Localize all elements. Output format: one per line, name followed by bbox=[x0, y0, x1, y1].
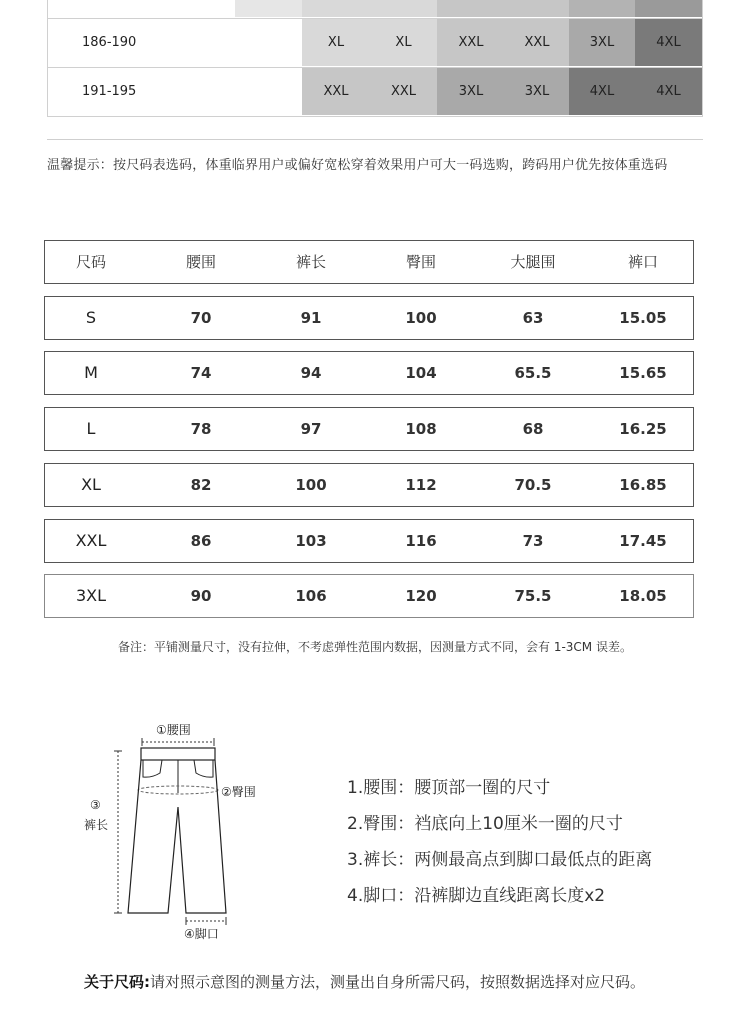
length-cell: 103 bbox=[295, 532, 327, 550]
hip-cell: 100 bbox=[405, 309, 437, 327]
hem-cell: 18.05 bbox=[619, 587, 667, 605]
column-header: 裤口 bbox=[627, 253, 658, 271]
hem-cell: 15.65 bbox=[619, 364, 667, 382]
column-header: 大腿围 bbox=[510, 253, 556, 271]
footer-title: 关于尺码: bbox=[84, 973, 150, 991]
table-row bbox=[47, 0, 703, 19]
hem-label: ④脚口 bbox=[184, 927, 219, 941]
hip-cell: 120 bbox=[405, 587, 437, 605]
waist-cell: 74 bbox=[190, 364, 212, 382]
length-cell: 97 bbox=[300, 420, 322, 438]
size-cell: L bbox=[86, 419, 96, 438]
table-row bbox=[44, 463, 694, 507]
column-header: 裤长 bbox=[295, 253, 326, 271]
size-cell: XXL bbox=[437, 19, 505, 66]
legend-item: 4.脚口：沿裤脚边直线距离长度x2 bbox=[347, 886, 606, 906]
length-cell: 100 bbox=[295, 476, 327, 494]
pants-outline-icon bbox=[80, 715, 280, 945]
table-row bbox=[44, 519, 694, 563]
waist-cell: 70 bbox=[190, 309, 212, 327]
size-cell bbox=[569, 0, 635, 17]
table-border bbox=[47, 68, 48, 116]
size-cell bbox=[235, 0, 302, 17]
table-row bbox=[44, 351, 694, 395]
table-border bbox=[47, 19, 48, 67]
size-cell bbox=[505, 0, 573, 17]
length-cell: 91 bbox=[300, 309, 322, 327]
size-cell: 4XL bbox=[635, 68, 702, 115]
size-cell: XL bbox=[302, 19, 370, 66]
size-cell: XXL bbox=[75, 531, 107, 550]
hem-cell: 17.45 bbox=[619, 532, 667, 550]
size-footer-note bbox=[84, 968, 684, 997]
table-border bbox=[702, 19, 703, 67]
waist-cell: 90 bbox=[190, 587, 212, 605]
table-border bbox=[47, 0, 48, 18]
waist-cell: 78 bbox=[190, 420, 212, 438]
size-cell: 4XL bbox=[635, 19, 702, 66]
size-cell: XXL bbox=[302, 68, 370, 115]
hem-cell: 16.25 bbox=[619, 420, 667, 438]
size-cell: XL bbox=[81, 475, 101, 494]
thigh-cell: 70.5 bbox=[514, 476, 552, 494]
hem-cell: 15.05 bbox=[619, 309, 667, 327]
height-size-table bbox=[47, 0, 703, 117]
table-header-row bbox=[44, 240, 694, 284]
column-header: 臀围 bbox=[405, 253, 436, 271]
size-cell: 4XL bbox=[569, 68, 635, 115]
size-cell bbox=[437, 0, 505, 17]
legend-item: 3.裤长：两侧最高点到脚口最低点的距离 bbox=[347, 850, 653, 870]
thigh-cell: 68 bbox=[522, 420, 544, 438]
measurement-legend bbox=[347, 776, 652, 920]
size-cell: 3XL bbox=[569, 19, 635, 66]
size-tip: 温馨提示：按尺码表选码，体重临界用户或偏好宽松穿着效果用户可大一码选购，跨码用户优先按体重选码 bbox=[47, 158, 668, 173]
table-row bbox=[44, 407, 694, 451]
size-cell: XXL bbox=[505, 19, 569, 66]
length-cell: 106 bbox=[295, 587, 327, 605]
column-header: 尺码 bbox=[75, 253, 106, 271]
height-range bbox=[82, 0, 136, 18]
length-label: 裤长 bbox=[84, 818, 109, 832]
thigh-cell: 73 bbox=[522, 532, 544, 550]
size-cell: XL bbox=[370, 19, 437, 66]
column-header: 腰围 bbox=[185, 253, 216, 271]
table-row bbox=[47, 68, 703, 117]
thigh-cell: 65.5 bbox=[514, 364, 552, 382]
size-cell bbox=[370, 0, 437, 17]
hip-cell: 104 bbox=[405, 364, 437, 382]
size-cell: S bbox=[85, 308, 97, 327]
hip-cell: 108 bbox=[405, 420, 437, 438]
size-cell bbox=[302, 0, 370, 17]
table-border bbox=[702, 68, 703, 116]
table-row bbox=[44, 296, 694, 340]
waist-cell: 82 bbox=[190, 476, 212, 494]
legend-item: 2.臀围：裆底向上10厘米一圈的尺寸 bbox=[347, 814, 623, 834]
legend-item: 1.腰围：腰顶部一圈的尺寸 bbox=[347, 778, 551, 798]
divider bbox=[47, 139, 703, 140]
table-border bbox=[702, 0, 703, 18]
waist-cell: 86 bbox=[190, 532, 212, 550]
size-cell bbox=[635, 0, 702, 17]
thigh-cell: 63 bbox=[522, 309, 544, 327]
thigh-cell: 75.5 bbox=[514, 587, 552, 605]
hip-cell: 116 bbox=[405, 532, 437, 550]
footer-text: 请对照示意图的测量方法，测量出自身所需尺码，按照数据选择对应尺码。 bbox=[150, 973, 646, 991]
hem-cell: 16.85 bbox=[619, 476, 667, 494]
hip-cell: 112 bbox=[405, 476, 437, 494]
length-cell: 94 bbox=[300, 364, 322, 382]
size-cell: 3XL bbox=[437, 68, 505, 115]
height-range: 191-195 bbox=[82, 84, 137, 99]
size-cell: 3XL bbox=[75, 586, 107, 605]
length-number-label: ③ bbox=[90, 798, 101, 812]
measurement-note: 备注：平铺测量尺寸，没有拉伸，不考虑弹性范围内数据，因测量方式不同，会有 1-3CM 误差。 bbox=[118, 640, 632, 654]
size-cell: XXL bbox=[370, 68, 437, 115]
size-cell: M bbox=[84, 363, 98, 382]
table-row bbox=[44, 574, 694, 618]
pants-diagram bbox=[80, 715, 280, 945]
size-cell: 3XL bbox=[505, 68, 569, 115]
waist-label: ①腰围 bbox=[156, 723, 191, 737]
table-row bbox=[47, 19, 703, 68]
hip-label: ②臀围 bbox=[221, 785, 256, 799]
height-range: 186-190 bbox=[82, 35, 137, 50]
